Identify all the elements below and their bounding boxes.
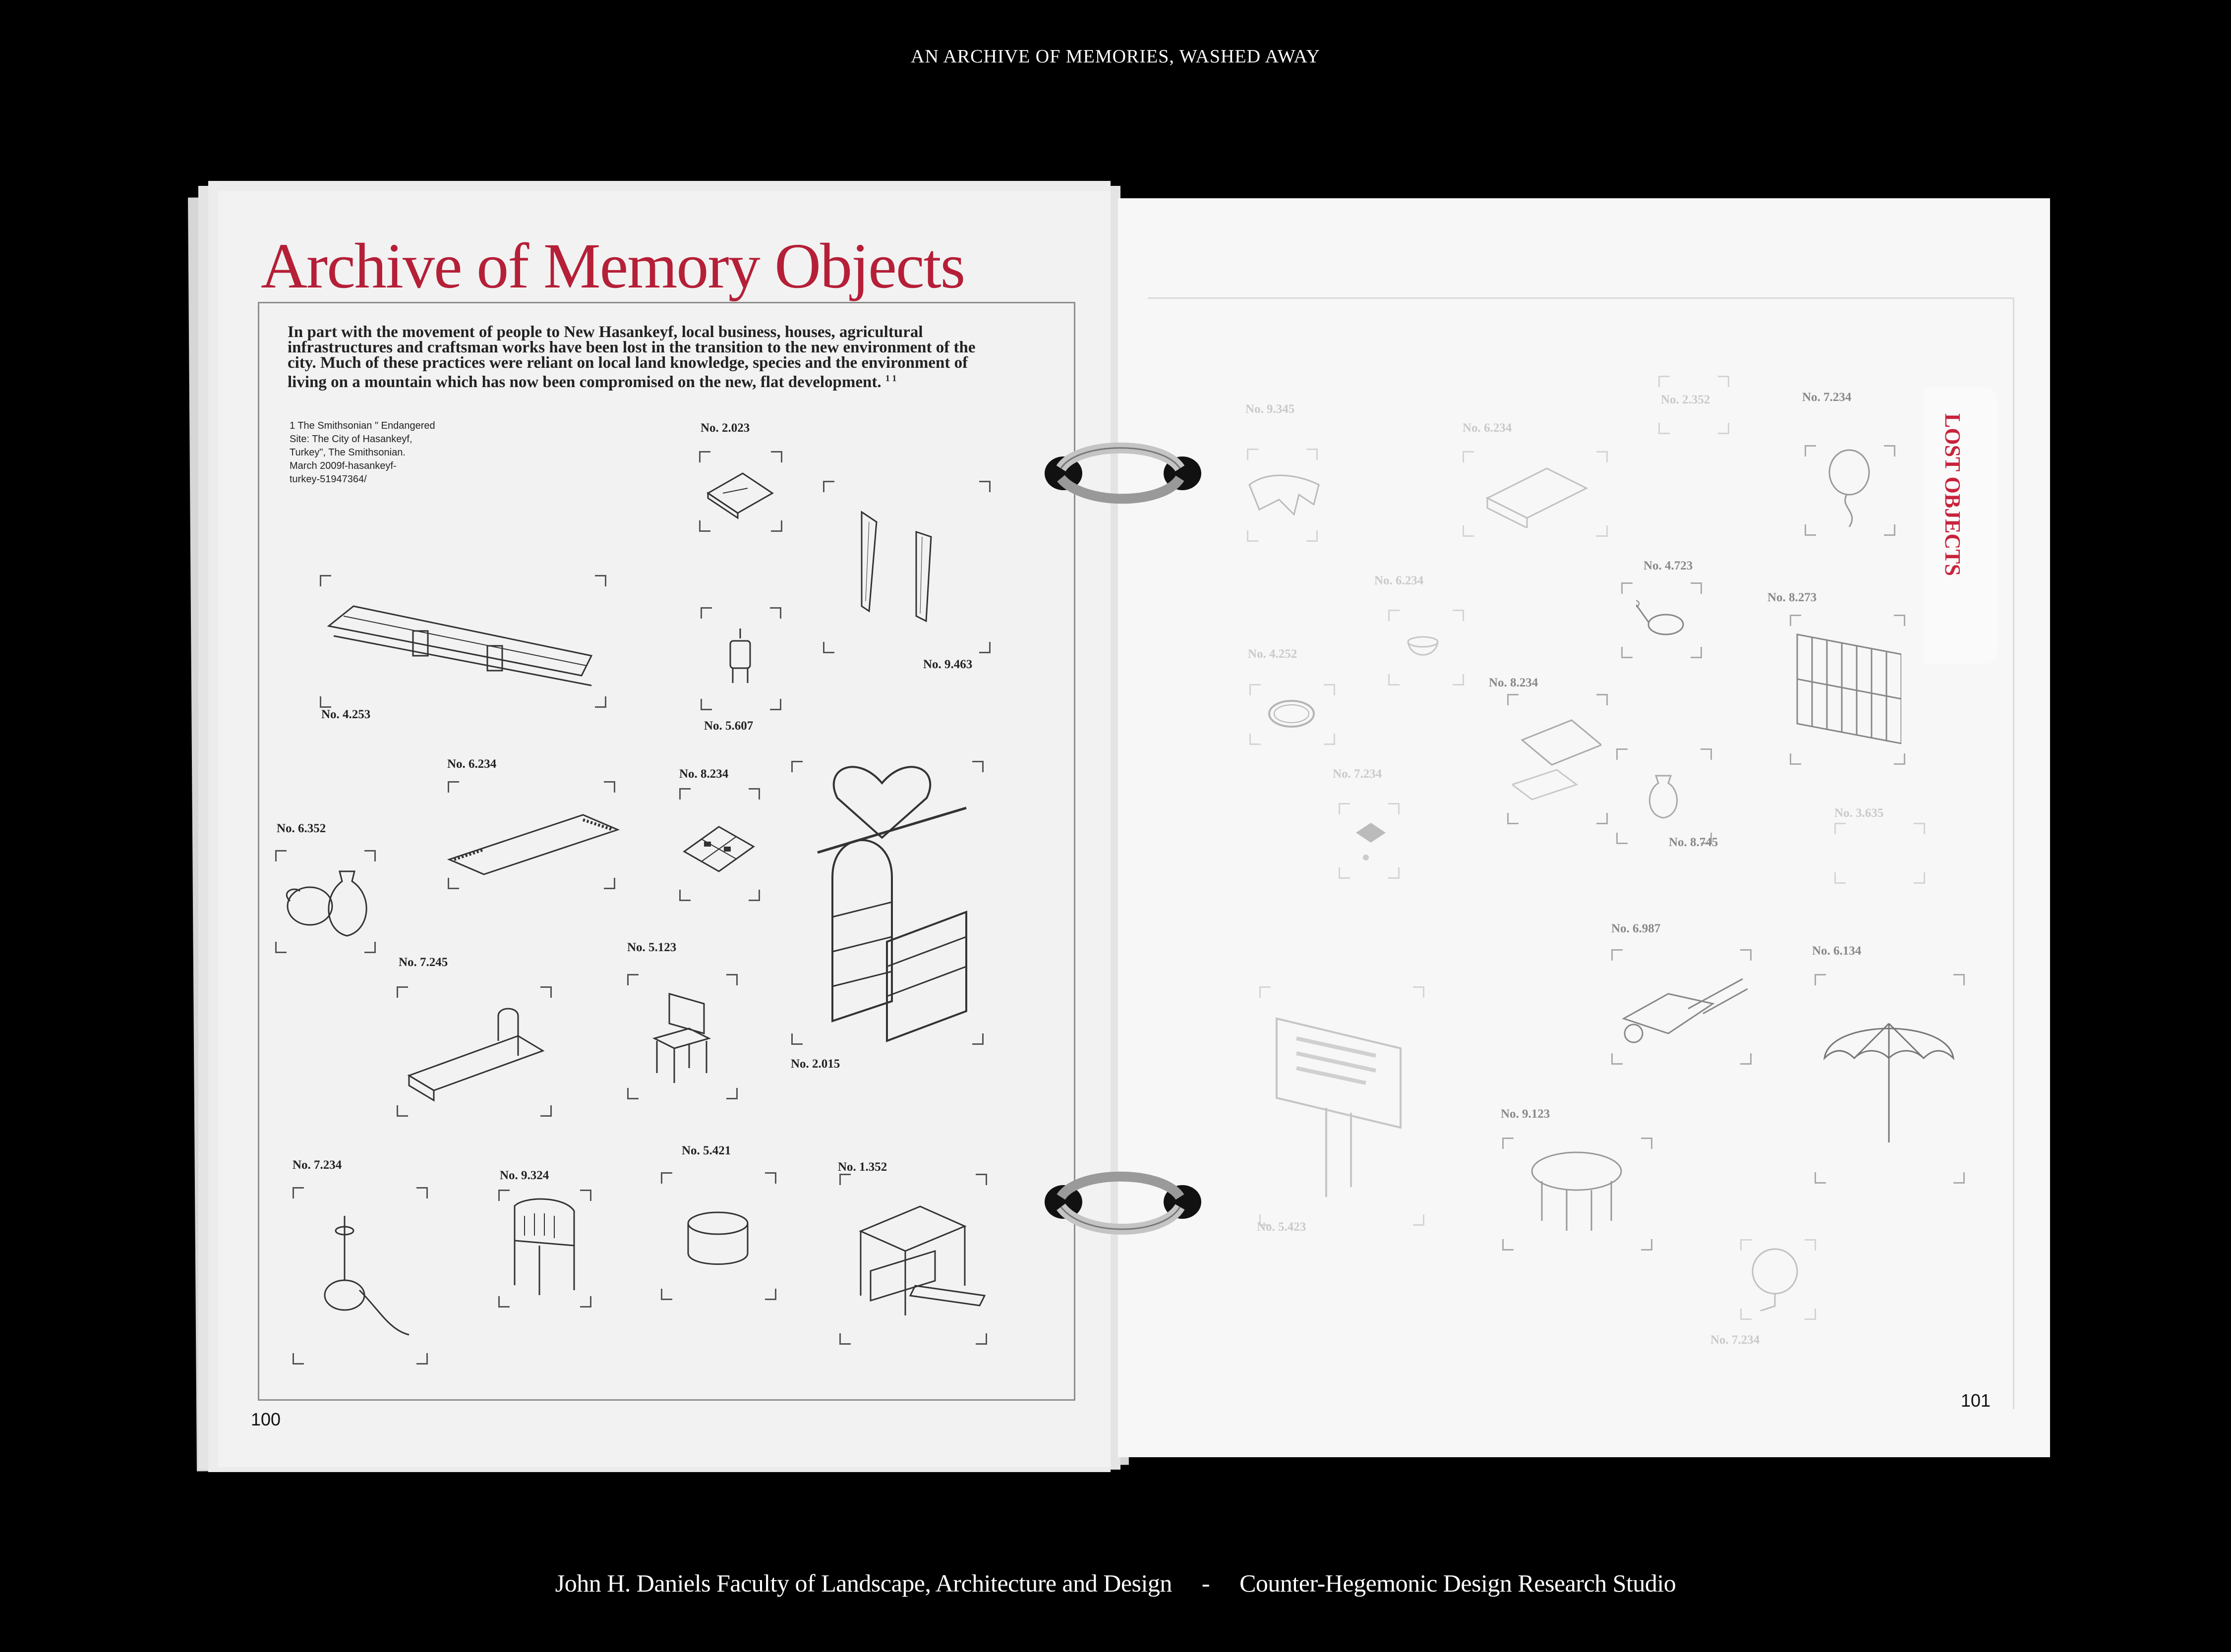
crop-mark (791, 761, 803, 772)
crop-mark (364, 942, 376, 953)
crop-mark (1718, 376, 1729, 387)
crop-mark (1388, 610, 1400, 621)
cloth-icon (1239, 465, 1324, 524)
right-page (1118, 198, 2050, 1457)
object-label: No. 9.123 (1501, 1107, 1550, 1121)
crop-mark (1596, 525, 1608, 537)
crop-mark (1388, 803, 1400, 814)
crop-mark (1507, 813, 1519, 824)
small-stone-icon (1351, 818, 1386, 862)
crop-mark (1616, 833, 1628, 844)
intro-footnote-ref: 1 1 (885, 373, 897, 383)
object-label: No. 6.234 (1463, 421, 1512, 435)
bowl-icon (1403, 632, 1448, 662)
crop-mark (1259, 986, 1271, 998)
tray-icon (698, 458, 782, 523)
object-label: No. 6.134 (1812, 944, 1862, 958)
footnote-line: Site: The City of Hasankeyf, (290, 434, 412, 445)
object-label: No. 4.723 (1644, 559, 1693, 572)
grille-icon (1792, 629, 1901, 748)
crop-mark (770, 607, 781, 619)
object-label: No. 4.252 (1248, 647, 1297, 661)
object-label: No. 6.234 (1374, 574, 1424, 587)
crop-mark (1953, 974, 1965, 985)
plastic-chair-icon (495, 1196, 594, 1300)
crop-mark (972, 761, 984, 772)
crop-mark (1502, 1138, 1514, 1149)
crop-mark (1718, 423, 1729, 434)
crop-mark (839, 1333, 851, 1345)
crop-mark (397, 1105, 408, 1117)
object-label: No. 8.234 (1489, 676, 1538, 689)
crop-mark (275, 850, 287, 861)
object-label: No. 6.234 (447, 757, 497, 771)
crop-mark (595, 575, 606, 586)
drum-stool-icon (678, 1203, 758, 1268)
box-icon (1477, 458, 1591, 528)
credit-separator: - (1201, 1569, 1210, 1597)
cart-rack-icon (324, 591, 601, 690)
crop-mark (1249, 734, 1261, 745)
footnote (290, 419, 498, 486)
crop-mark (1894, 753, 1905, 765)
object-label: No. 8.234 (679, 767, 729, 781)
crop-mark (1914, 823, 1925, 834)
binder-ring-upper-icon (1039, 436, 1202, 520)
object-label: No. 6.987 (1611, 922, 1661, 935)
crop-mark (1790, 753, 1801, 765)
crop-mark (972, 1033, 984, 1045)
crop-mark (1247, 449, 1258, 460)
object-label: No. 2.015 (791, 1057, 840, 1071)
right-page-number: 101 (1961, 1390, 1991, 1411)
crop-mark (1641, 1138, 1652, 1149)
vases-icon (275, 861, 374, 941)
object-label: No. 7.245 (399, 956, 448, 969)
hookah-icon (305, 1211, 414, 1340)
crop-mark (1805, 445, 1816, 456)
crop-mark (1388, 674, 1400, 685)
crop-mark (823, 481, 834, 492)
crop-mark (1324, 734, 1335, 745)
object-label: No. 8.745 (1669, 836, 1718, 849)
crop-mark (1740, 949, 1752, 961)
crop-mark (770, 699, 781, 710)
object-label: No. 5.421 (682, 1144, 731, 1157)
crop-mark (701, 699, 712, 710)
crop-mark (1884, 524, 1895, 536)
ring-icon (1267, 699, 1316, 729)
board-game-icon (674, 812, 763, 876)
crop-mark (1306, 449, 1318, 460)
crop-mark (1914, 872, 1925, 884)
wood-planks-icon (842, 502, 971, 631)
faculty-credit: John H. Daniels Faculty of Landscape, Architecture and Design (555, 1569, 1172, 1597)
crop-mark (1701, 748, 1712, 760)
crop-mark (726, 1088, 738, 1099)
crop-mark (1413, 1214, 1424, 1226)
object-label: No. 7.234 (1333, 767, 1382, 781)
crop-mark (1621, 582, 1633, 594)
crop-mark (627, 974, 639, 985)
crop-mark (1611, 949, 1623, 961)
crop-mark (1249, 684, 1261, 695)
wheelbarrow-icon (1614, 969, 1748, 1043)
crop-mark (1324, 684, 1335, 695)
crop-mark (1413, 986, 1424, 998)
crop-mark (364, 850, 376, 861)
heart-gate-icon (803, 753, 971, 1051)
crop-mark (416, 1187, 428, 1198)
crop-mark (1502, 1239, 1514, 1251)
crop-mark (976, 1174, 987, 1185)
footnote-line: March 2009f-hasankeyf- (290, 460, 397, 471)
crop-mark (1388, 867, 1400, 879)
crop-mark (1616, 748, 1628, 760)
crop-mark (320, 696, 331, 708)
object-label: No. 8.273 (1767, 591, 1817, 604)
pan-icon (1636, 600, 1686, 639)
crop-mark (1611, 1053, 1623, 1065)
bed-icon (399, 996, 548, 1105)
object-label: No. 2.352 (1661, 393, 1710, 406)
crop-mark (275, 942, 287, 953)
crop-mark (1815, 974, 1826, 985)
object-label: No. 1.352 (838, 1160, 887, 1174)
crop-mark (726, 974, 738, 985)
crop-mark (1339, 867, 1350, 879)
crop-mark (823, 642, 834, 653)
crop-mark (320, 575, 331, 586)
object-label: No. 3.635 (1834, 806, 1884, 820)
desk-icon (836, 1196, 990, 1320)
crop-mark (1621, 647, 1633, 658)
crop-mark (1339, 803, 1350, 814)
lantern-icon (710, 628, 770, 688)
crop-mark (540, 1105, 552, 1117)
crop-mark (1691, 647, 1702, 658)
umbrella-icon (1820, 1009, 1958, 1147)
footnote-line: Turkey", The Smithsonian. (290, 447, 406, 458)
intro-text: In part with the movement of people to New Hasankeyf, local business, houses, agricultural infrastructures and craftsman works have been lost in the transition to the new environment of the city. Much of these practices were reliant on local land knowledge, species and the environment of living on a mountain which has now been compromised on the new, flat development. (288, 323, 976, 391)
crop-mark (1641, 1239, 1652, 1251)
crop-mark (976, 1333, 987, 1345)
crop-mark (1507, 694, 1519, 705)
document-title: AN ARCHIVE OF MEMORIES, WASHED AWAY (911, 46, 1320, 67)
object-label: No. 4.253 (321, 708, 371, 721)
crop-mark (791, 1033, 803, 1045)
object-label: No. 9.324 (500, 1169, 549, 1182)
page-heading: Archive of Memory Objects (261, 230, 965, 302)
crop-mark (1453, 674, 1464, 685)
crop-mark (1894, 615, 1905, 626)
crop-mark (1596, 694, 1608, 705)
object-label: No. 5.423 (1257, 1220, 1306, 1234)
object-label: No. 2.023 (701, 421, 750, 435)
crop-mark (1596, 813, 1608, 824)
crop-mark (1953, 1172, 1965, 1184)
paper-icon (1512, 715, 1601, 802)
crop-mark (839, 1174, 851, 1185)
globe-icon (1750, 1247, 1805, 1311)
crop-mark (293, 1353, 304, 1365)
object-label: No. 5.607 (704, 719, 754, 733)
intro-paragraph (288, 325, 977, 390)
studio-credit: Counter-Hegemonic Design Research Studio (1239, 1569, 1676, 1597)
crop-mark (1453, 610, 1464, 621)
crop-mark (765, 1289, 776, 1300)
crop-mark (1463, 525, 1474, 537)
billboard-icon (1267, 1009, 1415, 1202)
crop-mark (661, 1289, 672, 1300)
chair-icon (640, 984, 724, 1088)
left-page-number: 100 (251, 1409, 281, 1429)
crop-mark (679, 890, 691, 901)
lost-objects-tab-label: LOST OBJECTS (1940, 413, 1965, 576)
crop-mark (1658, 376, 1670, 387)
crop-mark (749, 890, 760, 901)
crop-mark (701, 607, 712, 619)
crop-mark (1805, 1309, 1816, 1320)
object-label: No. 5.123 (627, 941, 677, 954)
jar-icon (1641, 771, 1686, 820)
crop-mark (416, 1353, 428, 1365)
crop-mark (1815, 1172, 1826, 1184)
footnote-line: 1 The Smithsonian " Endangered (290, 420, 435, 431)
crop-mark (627, 1088, 639, 1099)
crop-mark (1247, 530, 1258, 542)
crop-mark (679, 788, 691, 799)
crop-mark (1658, 423, 1670, 434)
crop-mark (1306, 530, 1318, 542)
crop-mark (1463, 451, 1474, 462)
balloon-icon (1820, 448, 1879, 532)
footnote-line: turkey-51947364/ (290, 474, 367, 485)
crop-mark (1596, 451, 1608, 462)
crop-mark (1740, 1053, 1752, 1065)
object-label: No. 9.463 (923, 658, 973, 671)
carpet-icon (439, 785, 623, 884)
crop-mark (749, 788, 760, 799)
crop-mark (661, 1172, 672, 1184)
crop-mark (765, 1172, 776, 1184)
lost-objects-tab[interactable] (1924, 387, 1998, 664)
crop-mark (1834, 823, 1846, 834)
crop-mark (1805, 1239, 1816, 1251)
crop-mark (1834, 872, 1846, 884)
object-label: No. 7.234 (1710, 1333, 1760, 1347)
crop-mark (979, 642, 991, 653)
crop-mark (1691, 582, 1702, 594)
crop-mark (1884, 445, 1895, 456)
crop-mark (1805, 524, 1816, 536)
object-label: No. 6.352 (277, 822, 326, 835)
object-label: No. 9.345 (1245, 402, 1295, 416)
round-table-icon (1527, 1151, 1626, 1236)
credits-footer (0, 1569, 2231, 1597)
crop-mark (979, 481, 991, 492)
crop-mark (293, 1187, 304, 1198)
crop-mark (595, 696, 606, 708)
object-label: No. 7.234 (293, 1158, 342, 1172)
binder-ring-lower-icon (1039, 1155, 1202, 1249)
crop-mark (1790, 615, 1801, 626)
object-label: No. 7.234 (1802, 391, 1852, 404)
